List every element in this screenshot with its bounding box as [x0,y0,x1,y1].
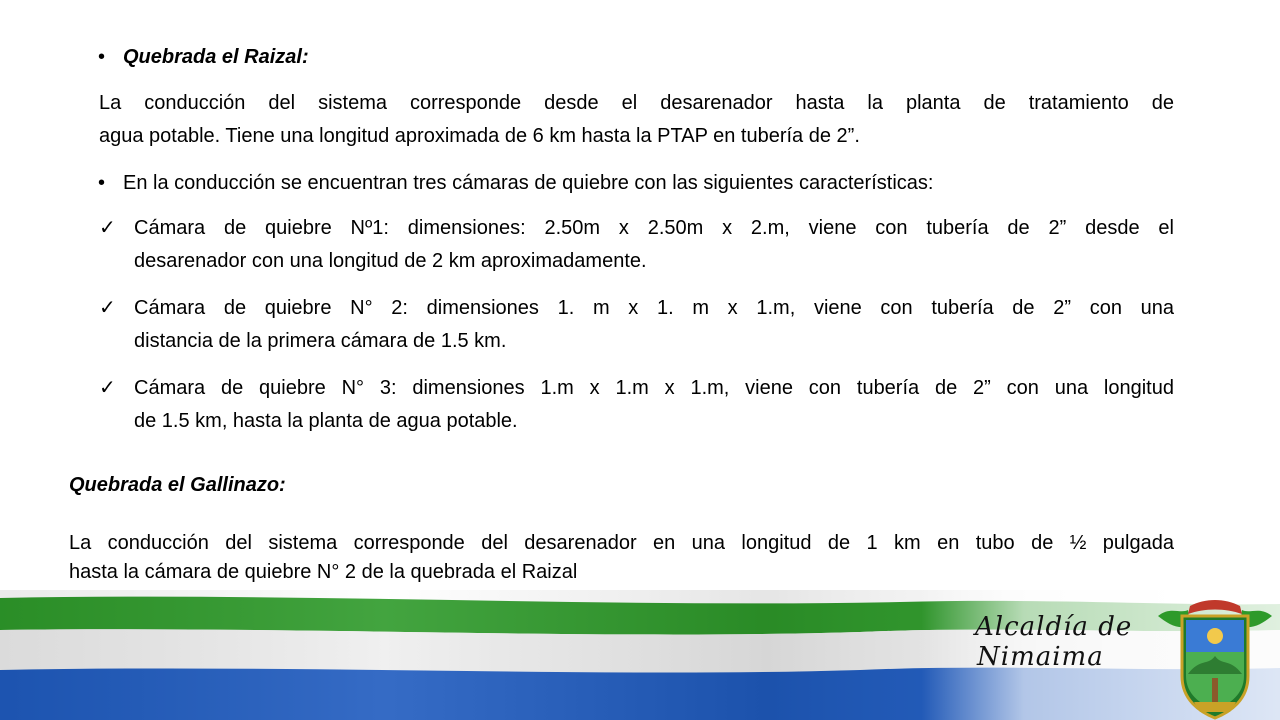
checkmark-icon: ✓ [99,297,116,319]
checkmark-icon: ✓ [99,377,116,399]
raizal-paragraph-line-1: La conducción del sistema corresponde desde el desarenador hasta la planta de tratamiento de [99,92,1174,114]
camara-1-line-1: Cámara de quiebre Nº1: dimensiones: 2.50m x 2.50m x 2.m, viene con tubería de 2” desde el [134,217,1174,239]
bullet-icon: • [98,46,106,68]
camara-2-line-1: Cámara de quiebre N° 2: dimensiones 1. m x 1. m x 1.m, viene con tubería de 2” con una [134,297,1174,319]
camara-1-line-2: desarenador con una longitud de 2 km aproximadamente. [134,250,647,272]
camara-3-line-2: de 1.5 km, hasta la planta de agua potable. [134,410,518,432]
camaras-intro: En la conducción se encuentran tres cámaras de quiebre con las siguientes características: [123,172,934,194]
camara-2-line-2: distancia de la primera cámara de 1.5 km. [134,330,507,352]
logo-line-2: Nimaima [977,642,1104,672]
logo-line-1: Alcaldía de [975,612,1133,642]
heading-quebrada-raizal: Quebrada el Raizal: [123,46,309,68]
checkmark-icon: ✓ [99,217,116,239]
bullet-icon: • [98,172,106,194]
gallinazo-paragraph-line-2: hasta la cámara de quiebre N° 2 de la quebrada el Raizal [69,561,578,583]
heading-quebrada-gallinazo: Quebrada el Gallinazo: [69,474,286,496]
coat-of-arms-icon [1150,596,1280,720]
gallinazo-paragraph-line-1: La conducción del sistema corresponde del desarenador en una longitud de 1 km en tubo de ½ pulgada [69,532,1174,554]
alcaldia-logo-text [975,612,1132,672]
raizal-paragraph-line-2: agua potable. Tiene una longitud aproximada de 6 km hasta la PTAP en tubería de 2”. [99,125,860,147]
camara-3-line-1: Cámara de quiebre N° 3: dimensiones 1.m x 1.m x 1.m, viene con tubería de 2” con una longitud [134,377,1174,399]
